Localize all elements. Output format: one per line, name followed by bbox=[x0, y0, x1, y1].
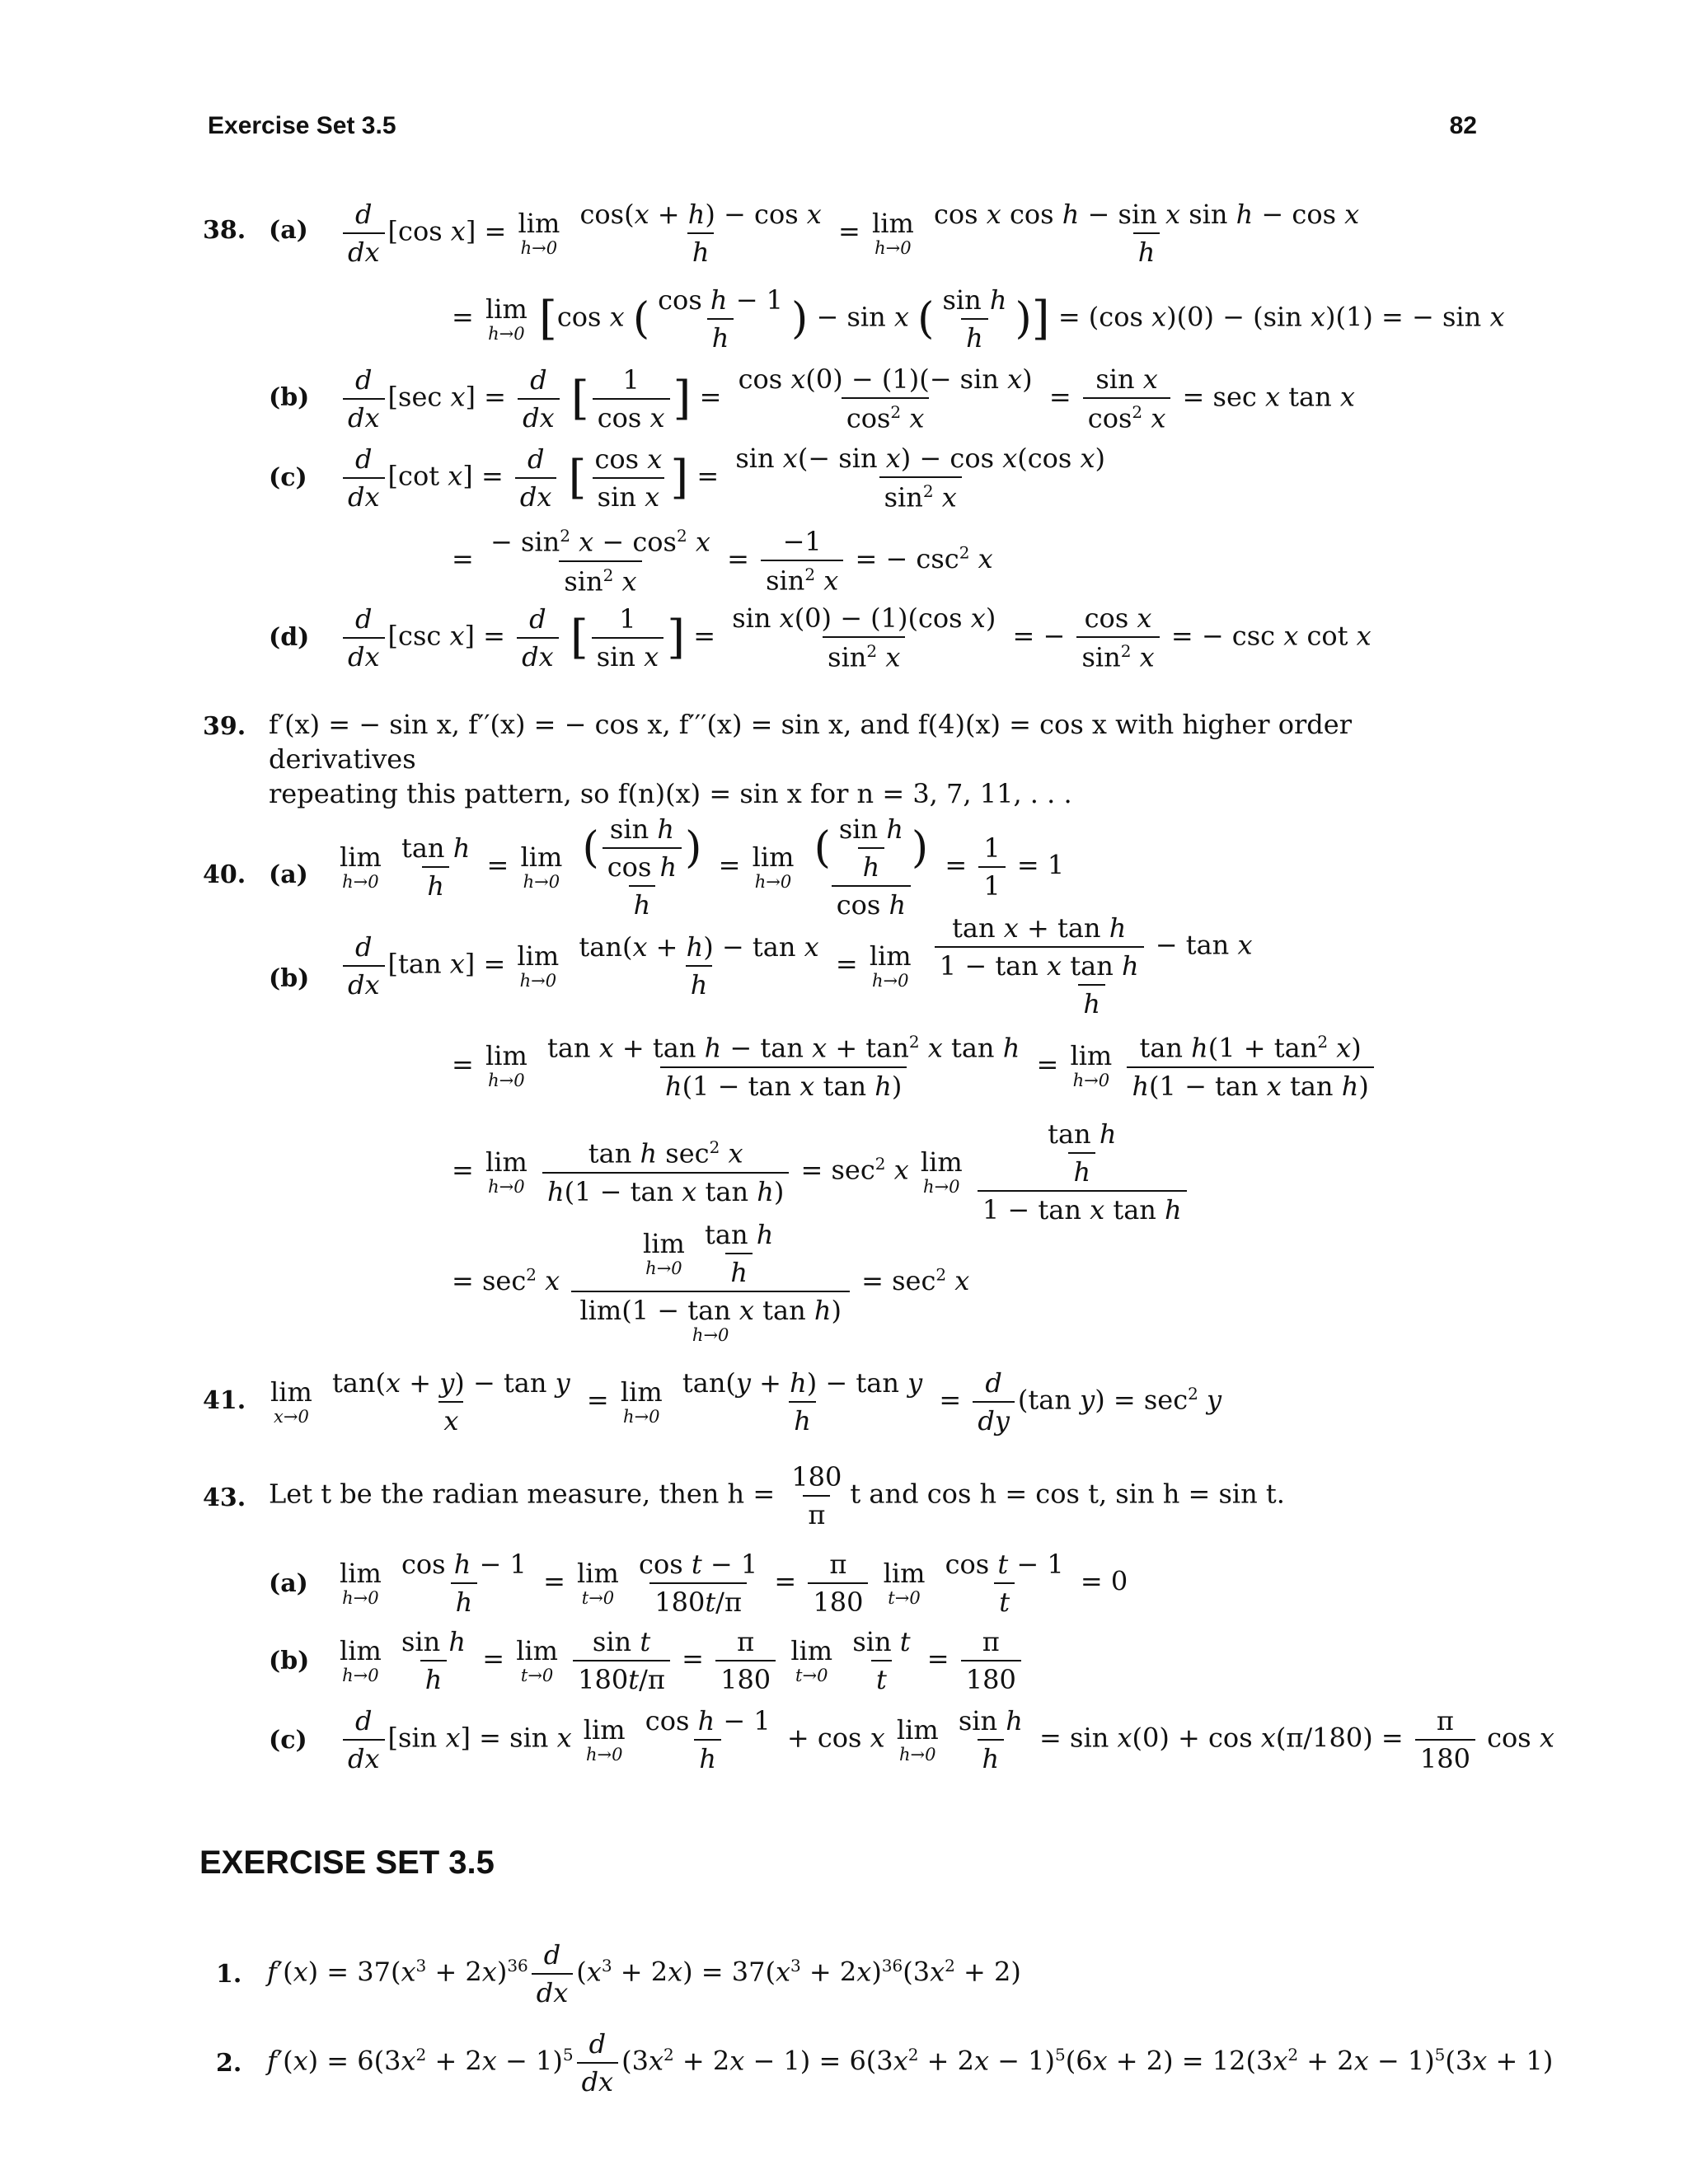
problem-number: 39. bbox=[203, 712, 246, 741]
equation-43b: lim h→0 $\frac{\text{sin h}}{h}$ = lim t→0 $\frac{\text{sin t}}{180t/\pi}$ = $\frac{\pi}{180}$ lim t→0 $\frac{\text{sin t}}{t}$ = $\frac{\pi}{180}$ bbox=[336, 1629, 1025, 1693]
problem-number: 1. bbox=[216, 1960, 242, 1989]
problem-43-intro: Let t be the radian measure, then h = $\frac{180}{\pi}$ t and cos h = cos t, sin h = sin t. bbox=[269, 1461, 1285, 1530]
equation-38c-line2: = $\frac{- \sin^2 x - \cos^2 x}{\sin^2 x}$ = $\frac{-1}{\sin^2 x}$ = − $\csc^2 x$ bbox=[452, 525, 993, 598]
equation-43a: lim h→0 $\frac{\text{cos h − 1}}{h}$ = lim t→0 $\frac{\text{cos t − 1}}{180t/\pi}$ = $\frac{\pi}{180}$ lim t→0 $\frac{\text{cos t − 1}}{t}$ = 0 bbox=[340, 1549, 1128, 1618]
running-header-title: Exercise Set 3.5 bbox=[208, 112, 396, 139]
equation-38a-line1: $\frac{d}{dx}$ [cos x] = lim h→0 $\frac{\text{cos(x + h) − cos x}}{h}$ = lim h→0 $\frac{\text{cos x cos h − sin x sin h − cos x}}{h}$ bbox=[340, 201, 1367, 265]
equation-40b-line4: = $\sec^2 x$ lim h→0 $\frac{\text{tan h}}{h}$ lim(1 − tan x tan h) h→0 = $\sec^2 x$ bbox=[452, 1219, 970, 1345]
equation-40b-line3: = lim h→0 $\frac{\tan h \sec^2 x}{\text{h(1 − tan x tan h)}}$ = $\sec^2 x$ lim h→0 $\frac{\frac{\text{tan h}}{h}}{\text{1 − tan x tan h}}$ bbox=[452, 1121, 1190, 1223]
equation-38b: $\frac{d}{dx}$ [sec x] = $\frac{d}{dx}$ [ $\frac{1}{\text{cos x}}$ ] = $\frac{\text{cos x(0) − (1)(− sin x)}}{\cos^2 x}$ = $\frac{\text{sin x}}{\cos^2 x}$ = sec x tan x bbox=[340, 366, 1355, 432]
part-label: (a) bbox=[269, 216, 308, 245]
problem-39-line2: repeating this pattern, so f(n)(x) = sin x for n = 3, 7, 11, . . . bbox=[269, 778, 1072, 809]
part-label: (c) bbox=[269, 1726, 307, 1755]
problem-39-text bbox=[269, 707, 1480, 811]
problem-number: 2. bbox=[216, 2049, 242, 2078]
equation-38d: $\frac{d}{dx}$ [csc x] = $\frac{d}{dx}$ [ $\frac{1}{\text{sin x}}$ ] = $\frac{\text{sin x(0) − (1)(cos x)}}{\sin^2 x}$ = − $\frac{\text{cos x}}{\sin^2 x}$ = − csc x cot x bbox=[340, 605, 1372, 671]
equation-set-1: $f'(x) = 37(x^3 + 2x)^{36}$ $\frac{d}{dx}$ $(x^3 + 2x) = 37(x^3 + 2x)^{36}(3x^2 + 2)$ bbox=[267, 1939, 1021, 2008]
equation-38a-line2: = lim h→0 [cos x ( $\frac{\text{cos h − 1}}{h}$ ) − sin x ( $\frac{\text{sin h}}{h}$ )] = (cos x)(0) − (sin x)(1) = − sin x bbox=[452, 284, 1505, 354]
problem-39-line1: f′(x) = − sin x, f′′(x) = − cos x, f′′′(x) = sin x, and f(4)(x) = cos x with higher order derivatives bbox=[269, 709, 1353, 775]
equation-40a: lim h→0 $\frac{\text{tan h}}{h}$ = lim h→0 ( $\frac{\text{sin h}}{\text{cos h}}$ ) h = lim h→0 ( $\frac{\text{sin h}}{h}$ ) cos h = $\frac{1}{1}$ = 1 bbox=[340, 813, 1065, 921]
part-label: (c) bbox=[269, 463, 307, 492]
equation-38c-line1: $\frac{d}{dx}$ [cot x] = $\frac{d}{dx}$ [ $\frac{\text{cos x}}{\text{sin x}}$ ] = $\frac{\text{sin x(− sin x) − cos x(cos x)}}{\sin^2 x}$ bbox=[340, 445, 1114, 511]
problem-number: 40. bbox=[203, 860, 246, 889]
part-label: (a) bbox=[269, 860, 308, 889]
part-label: (d) bbox=[269, 623, 310, 652]
problem-43-intro-b: t and cos h = cos t, sin h = sin t. bbox=[850, 1478, 1285, 1510]
equation-41: lim x→0 $\frac{\text{tan(x + y) − tan y}}{x}$ = lim h→0 $\frac{\text{tan(y + h) − tan y}}{h}$ = $\frac{d}{dy}$ (tan $y) = \sec^2 y$ bbox=[270, 1367, 1222, 1436]
problem-number: 38. bbox=[203, 216, 246, 245]
equation-set-2: $f'(x) = 6(3x^2 + 2x - 1)^5$ $\frac{d}{dx}$ $(3x^2 + 2x - 1) = 6(3x^2 + 2x - 1)^5(6x + 2) = 12(3x^2 + 2x - 1)^5(3x + 1)$ bbox=[267, 2028, 1554, 2097]
problem-number: 41. bbox=[203, 1386, 246, 1415]
equation-43c: $\frac{d}{dx}$ [sin x] = sin x lim h→0 $\frac{\text{cos h − 1}}{h}$ + cos x lim h→0 $\frac{\text{sin h}}{h}$ = sin x(0) + cos x(π/180) = $\frac{\pi}{180}$ cos x bbox=[340, 1708, 1554, 1772]
part-label: (a) bbox=[269, 1569, 308, 1598]
section-title: EXERCISE SET 3.5 bbox=[199, 1844, 495, 1881]
problem-number: 43. bbox=[203, 1483, 246, 1512]
page-number: 82 bbox=[1449, 112, 1477, 139]
part-label: (b) bbox=[269, 964, 310, 993]
equation-40b-line2: = lim h→0 $\frac{\tan x + \tan h - \tan x + \tan^2 x \tan h}{\text{h(1 − tan x tan h)}}$ = lim h→0 $\frac{\tan h(1 + \tan^2 x)}{\text{h(1 − tan x tan h)}}$ bbox=[452, 1033, 1377, 1099]
part-label: (b) bbox=[269, 1647, 310, 1675]
equation-40b-line1: $\frac{d}{dx}$ [tan x] = lim h→0 $\frac{\text{tan(x + h) − tan x}}{h}$ = lim h→0 $\frac{\text{tan x + tan h}}{\text{1 − tan x tan h}}$ − tan x h bbox=[340, 915, 1261, 1017]
problem-43-intro-a: Let t be the radian measure, then h = bbox=[269, 1478, 776, 1510]
part-label: (b) bbox=[269, 383, 310, 412]
